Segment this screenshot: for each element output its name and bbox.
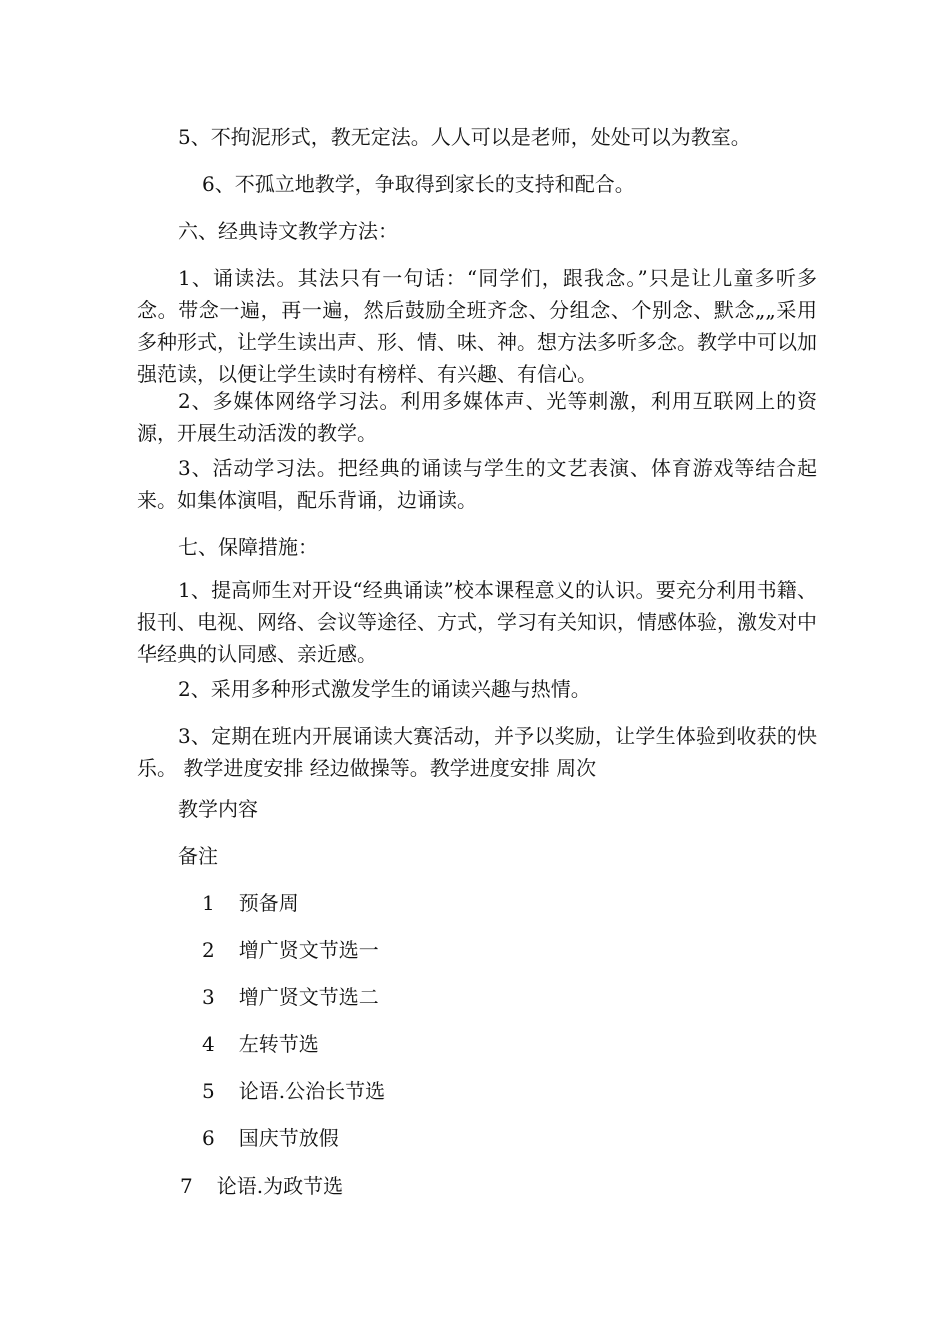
week-number: 4 (202, 1032, 215, 1056)
week-content: 论语.为政节选 (216, 1174, 344, 1198)
week-content: 增广贤文节选一 (238, 938, 379, 962)
week-content: 预备周 (238, 891, 299, 915)
paragraph-method-2: 2、多媒体网络学习法。利用多媒体声、光等刺激，利用互联网上的资源，开展生动活泼的教学。 (137, 389, 817, 445)
week-content: 国庆节放假 (238, 1126, 339, 1150)
paragraph-measure-1: 1、提高师生对开设“经典诵读”校本课程意义的认识。要充分利用书籍、报刊、电视、网络、会议等途径、方式，学习有关知识，情感体验，激发对中华经典的认同感、亲近感。 (137, 578, 817, 666)
week-number: 2 (202, 938, 215, 962)
schedule-row (202, 934, 882, 966)
week-content: 论语.公治长节选 (238, 1079, 386, 1103)
schedule-row (202, 1028, 882, 1060)
paragraph-method-1: 1、诵读法。其法只有一句话：“同学们，跟我念。”只是让儿童多听多念。带念一遍，再一遍，然后鼓励全班齐念、分组念、个别念、默念„„采用多种形式，让学生读出声、形、情、味、神。想方法多听多念。教学中可以加强范读，以便让学生读时有榜样、有兴趣、有信心。 (137, 266, 817, 386)
paragraph-method-3: 3、活动学习法。把经典的诵读与学生的文艺表演、体育游戏等结合起来。如集体演唱，配乐背诵，边诵读。 (137, 456, 817, 512)
schedule-header-content: 教学内容 (178, 797, 258, 821)
schedule-header-notes: 备注 (178, 844, 218, 868)
paragraph-rule-5: 5、不拘泥形式，教无定法。人人可以是老师，处处可以为教室。 (178, 125, 751, 149)
section-heading-measures: 七、保障措施： (178, 535, 318, 559)
week-number: 3 (202, 985, 215, 1009)
week-content: 左转节选 (238, 1032, 319, 1056)
schedule-row (202, 981, 882, 1013)
week-number: 7 (180, 1174, 193, 1198)
schedule-row (180, 1170, 860, 1202)
week-content: 增广贤文节选二 (238, 985, 379, 1009)
week-number: 5 (202, 1079, 215, 1103)
schedule-row (202, 1075, 882, 1107)
schedule-row (202, 887, 882, 919)
week-number: 1 (202, 891, 215, 915)
paragraph-rule-6: 6、不孤立地教学，争取得到家长的支持和配合。 (202, 172, 635, 196)
paragraph-measure-3: 3、定期在班内开展诵读大赛活动，并予以奖励，让学生体验到收获的快乐。 教学进度安排 经边做操等。教学进度安排 周次 (137, 724, 817, 780)
section-heading-methods: 六、经典诗文教学方法： (178, 219, 398, 243)
schedule-row (202, 1122, 882, 1154)
paragraph-measure-2: 2、采用多种形式激发学生的诵读兴趣与热情。 (178, 677, 591, 701)
week-number: 6 (202, 1126, 215, 1150)
